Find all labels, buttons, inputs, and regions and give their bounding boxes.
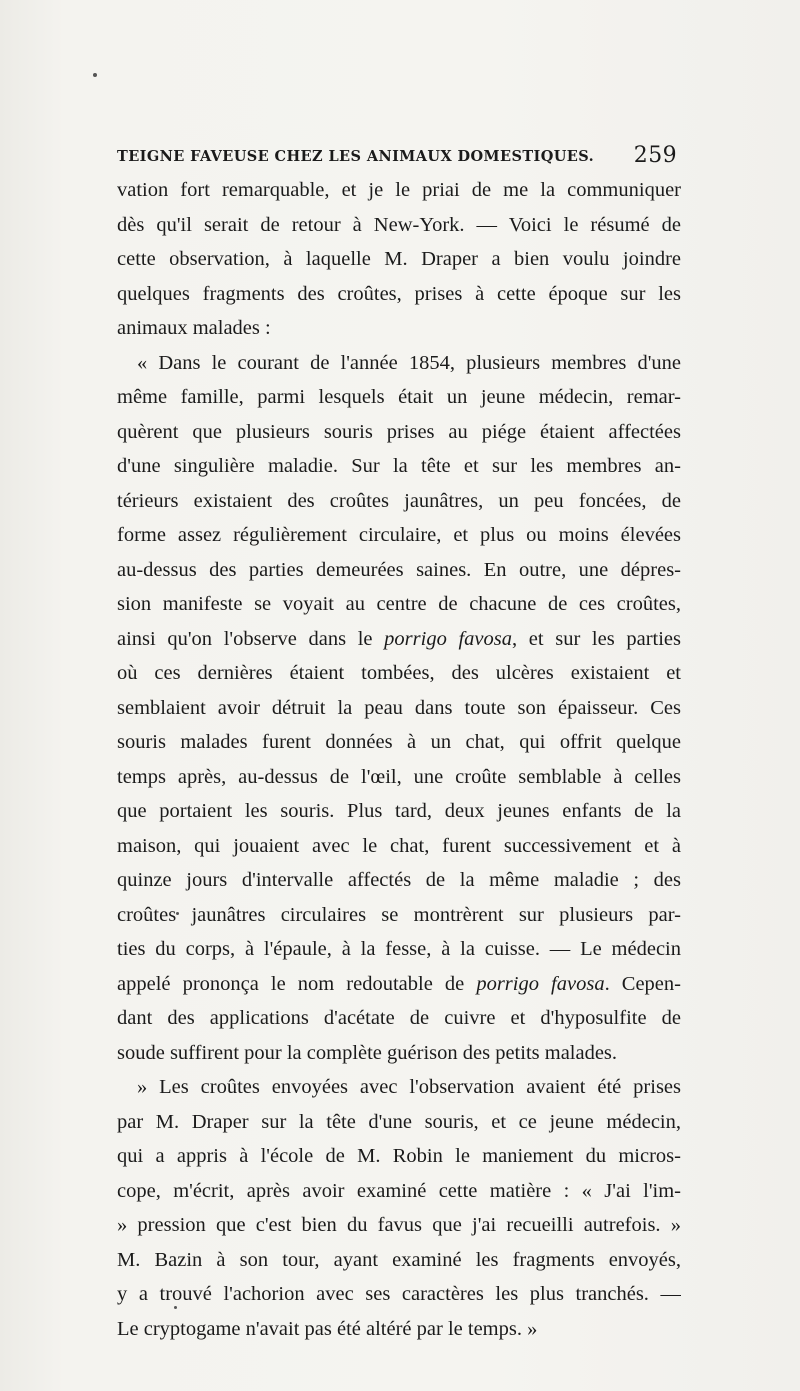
text-line: quelques fragments des croûtes, prises à cette époque sur les (117, 282, 681, 305)
text-line: térieurs existaient des croûtes jaunâtres, un peu foncées, de (117, 489, 681, 512)
text-line: qui a appris à l'école de M. Robin le maniement du micros- (117, 1145, 681, 1167)
text-line: quinze jours d'intervalle affectés de la même maladie ; des (117, 869, 681, 891)
text-line: y a trouvé l'achorion avec ses caractères les plus tranchés. — (117, 1283, 681, 1305)
text-line: dant des applications d'acétate de cuivre et d'hyposulfite de (117, 1007, 681, 1029)
italic-term: porrigo favosa (476, 972, 605, 995)
text-line: par M. Draper sur la tête d'une souris, et ce jeune médecin, (117, 1110, 681, 1133)
text-line: cope, m'écrit, après avoir examiné cette matière : « J'ai l'im- (117, 1179, 681, 1202)
text-line: animaux malades : (117, 317, 271, 339)
text-line: sion manifeste se voyait au centre de chacune de ces croûtes, (117, 593, 681, 615)
page-number: 259 (633, 143, 677, 168)
text-line: cette observation, à laquelle M. Draper a bien voulu joindre (117, 248, 681, 270)
text-line: « Dans le courant de l'année 1854, plusieurs membres d'une (137, 351, 681, 374)
text-line-with-italic (117, 967, 681, 1002)
text-line: » Les croûtes envoyées avec l'observation avaient été prises (137, 1076, 681, 1098)
text-run: appelé prononça le nom redoutable de (117, 972, 477, 995)
text-line: soude suffirent pour la complète guérison des petits malades. (117, 1041, 618, 1064)
italic-term: porrigo favosa (384, 627, 512, 650)
text-line: où ces dernières étaient tombées, des ulcères existaient et (117, 662, 681, 684)
text-line: Le cryptogame n'avait pas été altéré par le temps. » (117, 1317, 538, 1340)
text-run: , et sur les parties (512, 627, 681, 650)
text-line: maison, qui jouaient avec le chat, furent successivement et à (117, 834, 681, 857)
text-line: vation fort remarquable, et je le priai de me la communiquer (117, 179, 681, 201)
text-run: ainsi qu'on l'observe dans le (117, 627, 385, 650)
text-line: M. Bazin à son tour, ayant examiné les fragments envoyés, (117, 1248, 681, 1271)
text-line: dès qu'il serait de retour à New-York. — Voici le résumé de (117, 213, 681, 236)
text-line: forme assez régulièrement circulaire, et plus ou moins élevées (117, 524, 681, 546)
text-line: ties du corps, à l'épaule, à la fesse, à la cuisse. — Le médecin (117, 938, 681, 960)
text-line: d'une singulière maladie. Sur la tête et sur les membres an- (117, 455, 681, 477)
text-line-with-italic (117, 622, 681, 657)
text-run: . Cepen- (604, 972, 681, 995)
text-line: croûtes jaunâtres circulaires se montrèrent sur plusieurs par- (117, 903, 681, 926)
dust-speck (93, 73, 97, 77)
running-head (117, 143, 677, 170)
text-line: semblaient avoir détruit la peau dans toute son épaisseur. Ces (117, 696, 681, 719)
text-line: même famille, parmi lesquels était un jeune médecin, remar- (117, 386, 681, 408)
text-line: » pression que c'est bien du favus que j'ai recueilli autrefois. » (117, 1214, 681, 1236)
body-text (117, 173, 681, 1346)
text-line: temps après, au-dessus de l'œil, une croûte semblable à celles (117, 765, 681, 788)
text-line: quèrent que plusieurs souris prises au piége étaient affectées (117, 420, 681, 443)
text-line: au-dessus des parties demeurées saines. En outre, une dépres- (117, 558, 681, 581)
text-line: que portaient les souris. Plus tard, deux jeunes enfants de la (117, 800, 681, 822)
text-line: souris malades furent données à un chat, qui offrit quelque (117, 731, 681, 753)
running-head-title: TEIGNE FAVEUSE CHEZ LES ANIMAUX DOMESTIQUES. (117, 148, 595, 165)
